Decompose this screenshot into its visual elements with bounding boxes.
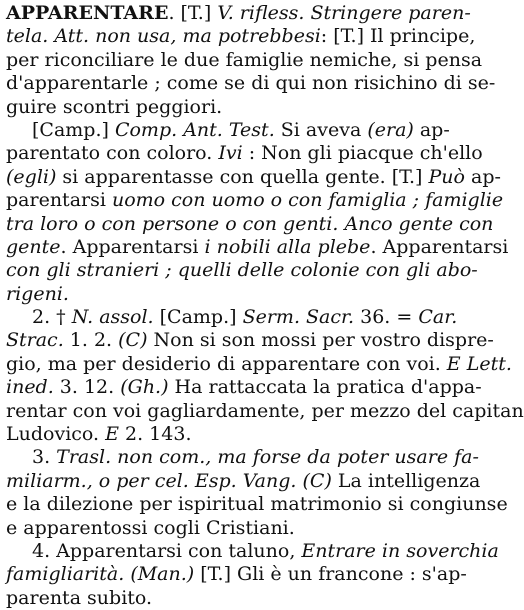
text-segment: (Man.) bbox=[130, 563, 195, 586]
entry-line bbox=[6, 469, 481, 493]
entry-line bbox=[6, 72, 496, 95]
entry-line bbox=[6, 539, 499, 563]
entry-line bbox=[6, 165, 501, 189]
text-segment: 3. bbox=[32, 446, 57, 469]
text-segment: e la dilezione per ispiritual matrimonio si congiunse bbox=[6, 493, 508, 516]
text-segment: per riconciliare le due famiglie nemiche, si pensa bbox=[6, 48, 483, 71]
text-segment: . Apparentarsi bbox=[60, 235, 205, 258]
text-segment: gio, ma per desiderio di apparentare con voi. bbox=[6, 352, 447, 375]
entry-line bbox=[6, 96, 461, 119]
text-segment: parentarsi bbox=[6, 189, 112, 212]
text-segment: 4. Apparentarsi con taluno, bbox=[32, 539, 302, 562]
text-segment: 2. 143. bbox=[118, 423, 192, 446]
entry-line bbox=[6, 587, 461, 610]
text-segment: d'apparentarle ; come se di qui non risichino di se- bbox=[6, 72, 496, 95]
text-segment: 36. = bbox=[354, 306, 419, 329]
text-segment: Ludovico. bbox=[6, 423, 106, 446]
text-segment: tra loro o con persone o con genti. Anco gente con bbox=[6, 212, 494, 235]
text-segment: 3. 12. bbox=[53, 376, 121, 399]
text-segment: parenta subito. bbox=[6, 586, 153, 609]
text-segment: La intelligenza bbox=[331, 469, 481, 492]
text-segment: con gli stranieri ; quelli delle colonie con gli abo- bbox=[6, 259, 478, 282]
text-segment: V. rifless. Stringere paren- bbox=[217, 2, 471, 24]
text-segment: i nobili alla plebe bbox=[204, 235, 371, 258]
entry-line bbox=[6, 2, 471, 25]
entry-line bbox=[6, 563, 467, 586]
entry-line bbox=[6, 493, 508, 516]
text-segment: (C) bbox=[118, 329, 148, 352]
text-segment: [T.] Gli è un francone : s'ap- bbox=[194, 563, 467, 586]
text-segment: (Gh.) bbox=[120, 376, 169, 399]
text-segment: E bbox=[105, 423, 119, 446]
entry-line bbox=[6, 517, 461, 540]
text-segment: e apparentossi cogli Cristiani. bbox=[6, 516, 295, 539]
text-segment: [Camp.] bbox=[32, 118, 115, 141]
entry-line bbox=[6, 306, 461, 329]
text-segment: 2. † bbox=[32, 306, 72, 329]
text-segment: : [T.] Il principe, bbox=[320, 25, 476, 48]
text-segment: famigliarità. bbox=[6, 563, 125, 586]
text-segment: uomo con uomo o con famiglia ; famiglie bbox=[111, 189, 504, 212]
text-segment: ap- bbox=[464, 165, 501, 188]
entry-line bbox=[6, 283, 461, 306]
text-segment: ined. bbox=[6, 376, 54, 399]
entry-line bbox=[6, 352, 512, 376]
text-segment: miliarm., o per cel. Esp. Vang. bbox=[6, 469, 297, 492]
text-segment: Non si son mossi per vostro dispre- bbox=[147, 329, 494, 352]
text-segment: . Apparentarsi bbox=[370, 235, 509, 258]
text-segment: (era) bbox=[367, 118, 414, 141]
entry-line bbox=[6, 259, 478, 282]
text-segment: Car. bbox=[418, 306, 458, 329]
text-segment: E Lett. bbox=[446, 352, 512, 375]
text-segment: Entrare in soverchia bbox=[301, 539, 499, 562]
text-segment: Ha rattaccata la pratica d'appa- bbox=[168, 376, 482, 399]
text-segment: parentato con coloro. bbox=[6, 142, 219, 165]
text-segment: guire scontri peggiori. bbox=[6, 95, 223, 118]
entry-line bbox=[6, 189, 504, 212]
text-segment: si apparentasse con quella gente. [T.] bbox=[56, 165, 429, 188]
text-segment: N. assol. bbox=[71, 306, 154, 329]
text-segment: Serm. Sacr. bbox=[242, 306, 355, 329]
text-segment: Si aveva bbox=[274, 118, 368, 141]
text-segment: rigeni. bbox=[6, 282, 69, 305]
entry-line bbox=[6, 25, 476, 48]
text-segment: . [T.] bbox=[168, 2, 218, 24]
text-segment: ap- bbox=[413, 118, 450, 141]
entry-line bbox=[6, 399, 524, 423]
entry-line bbox=[6, 48, 483, 72]
text-segment: : Non gli piacque ch'ello bbox=[242, 142, 483, 165]
entry-line bbox=[6, 119, 461, 142]
entry-line bbox=[6, 142, 483, 165]
headword: APPARENTARE bbox=[6, 2, 169, 24]
entry-line bbox=[6, 329, 494, 352]
text-segment: [Camp.] bbox=[153, 306, 243, 329]
text-segment: Trasl. non com., ma forse da poter usare fa- bbox=[56, 446, 479, 469]
text-segment: Ivi bbox=[218, 142, 243, 165]
entry-line bbox=[6, 446, 479, 469]
text-segment: (C) bbox=[302, 469, 332, 492]
text-segment: (egli) bbox=[6, 165, 57, 188]
entry-line bbox=[6, 212, 494, 236]
text-segment: 1. 2. bbox=[63, 329, 119, 352]
entry-line bbox=[6, 376, 482, 399]
text-segment: gente bbox=[6, 235, 61, 258]
entry-line bbox=[6, 235, 509, 259]
entry-line bbox=[6, 423, 461, 446]
text-segment: tela. Att. non usa, ma potrebbesi bbox=[6, 25, 321, 48]
text-segment: rentar con voi gagliardamente, per mezzo del capitan bbox=[6, 399, 524, 422]
text-segment: Strac. bbox=[6, 329, 64, 352]
text-segment: Comp. Ant. Test. bbox=[114, 118, 275, 141]
text-segment: Può bbox=[428, 165, 465, 188]
